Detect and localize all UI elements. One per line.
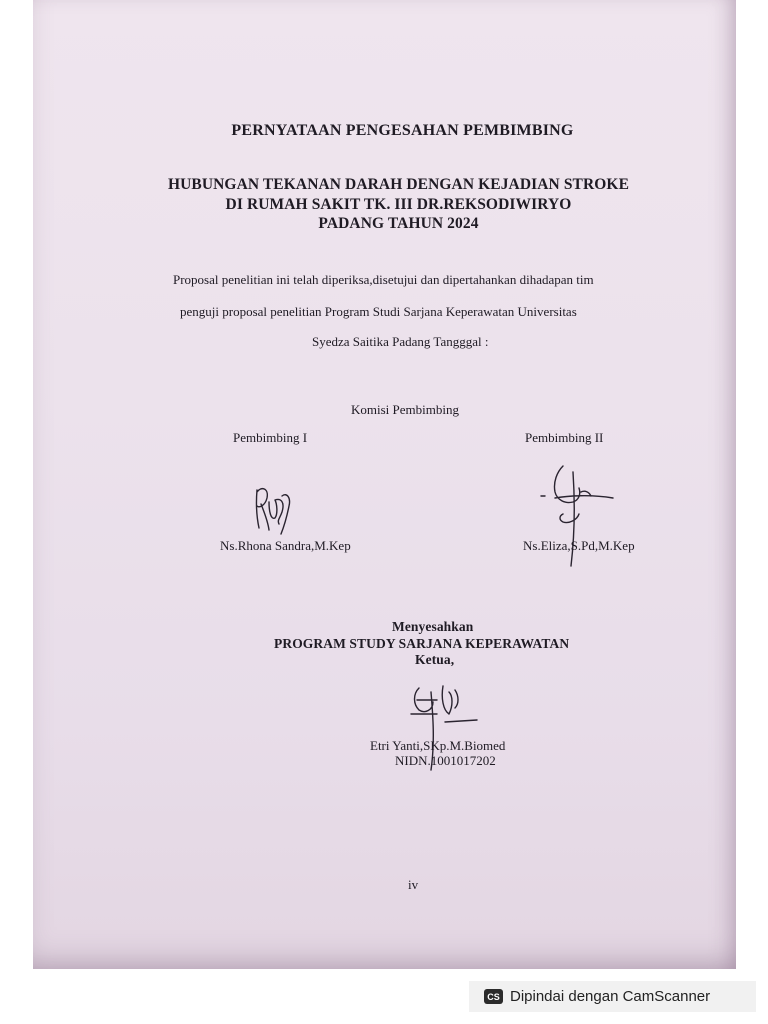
title-line-3: PADANG TAHUN 2024: [318, 215, 479, 232]
approval-name: Etri Yanti,SKp.M.Biomed: [370, 738, 506, 753]
camscanner-icon: CS: [484, 989, 503, 1004]
advisor2-role: Pembimbing II: [525, 430, 604, 445]
advisor1-role: Pembimbing I: [233, 430, 308, 445]
committee-label: Komisi Pembimbing: [351, 402, 459, 417]
paragraph-line-2: penguji proposal penelitian Program Studi Sarjana Keperawatan Universitas: [180, 304, 577, 319]
approval-nidn: NIDN.1001017202: [395, 753, 496, 768]
advisor1-name: Ns.Rhona Sandra,M.Kep: [220, 538, 351, 553]
title-line-2: DI RUMAH SAKIT TK. III DR.REKSODIWIRYO: [225, 196, 572, 213]
page-heading: PERNYATAAN PENGESAHAN PEMBIMBING: [231, 122, 574, 139]
document-page: [33, 0, 736, 969]
approval-program: PROGRAM STUDY SARJANA KEPERAWATAN: [274, 636, 570, 651]
title-line-1: HUBUNGAN TEKANAN DARAH DENGAN KEJADIAN STROKE: [167, 176, 630, 193]
camscanner-label: Dipindai dengan CamScanner: [510, 988, 711, 1005]
camscanner-watermark: [469, 981, 756, 1012]
page-number: iv: [408, 877, 419, 892]
approval-label: Menyesahkan: [392, 619, 474, 634]
approval-position: Ketua,: [415, 652, 455, 667]
paragraph-line-3: Syedza Saitika Padang Tangggal :: [312, 334, 489, 349]
paragraph-line-1: Proposal penelitian ini telah diperiksa,disetujui dan dipertahankan dihadapan tim: [173, 272, 594, 287]
advisor1-signature: [251, 484, 305, 540]
advisor2-name: Ns.Eliza,S.Pd,M.Kep: [523, 538, 635, 553]
